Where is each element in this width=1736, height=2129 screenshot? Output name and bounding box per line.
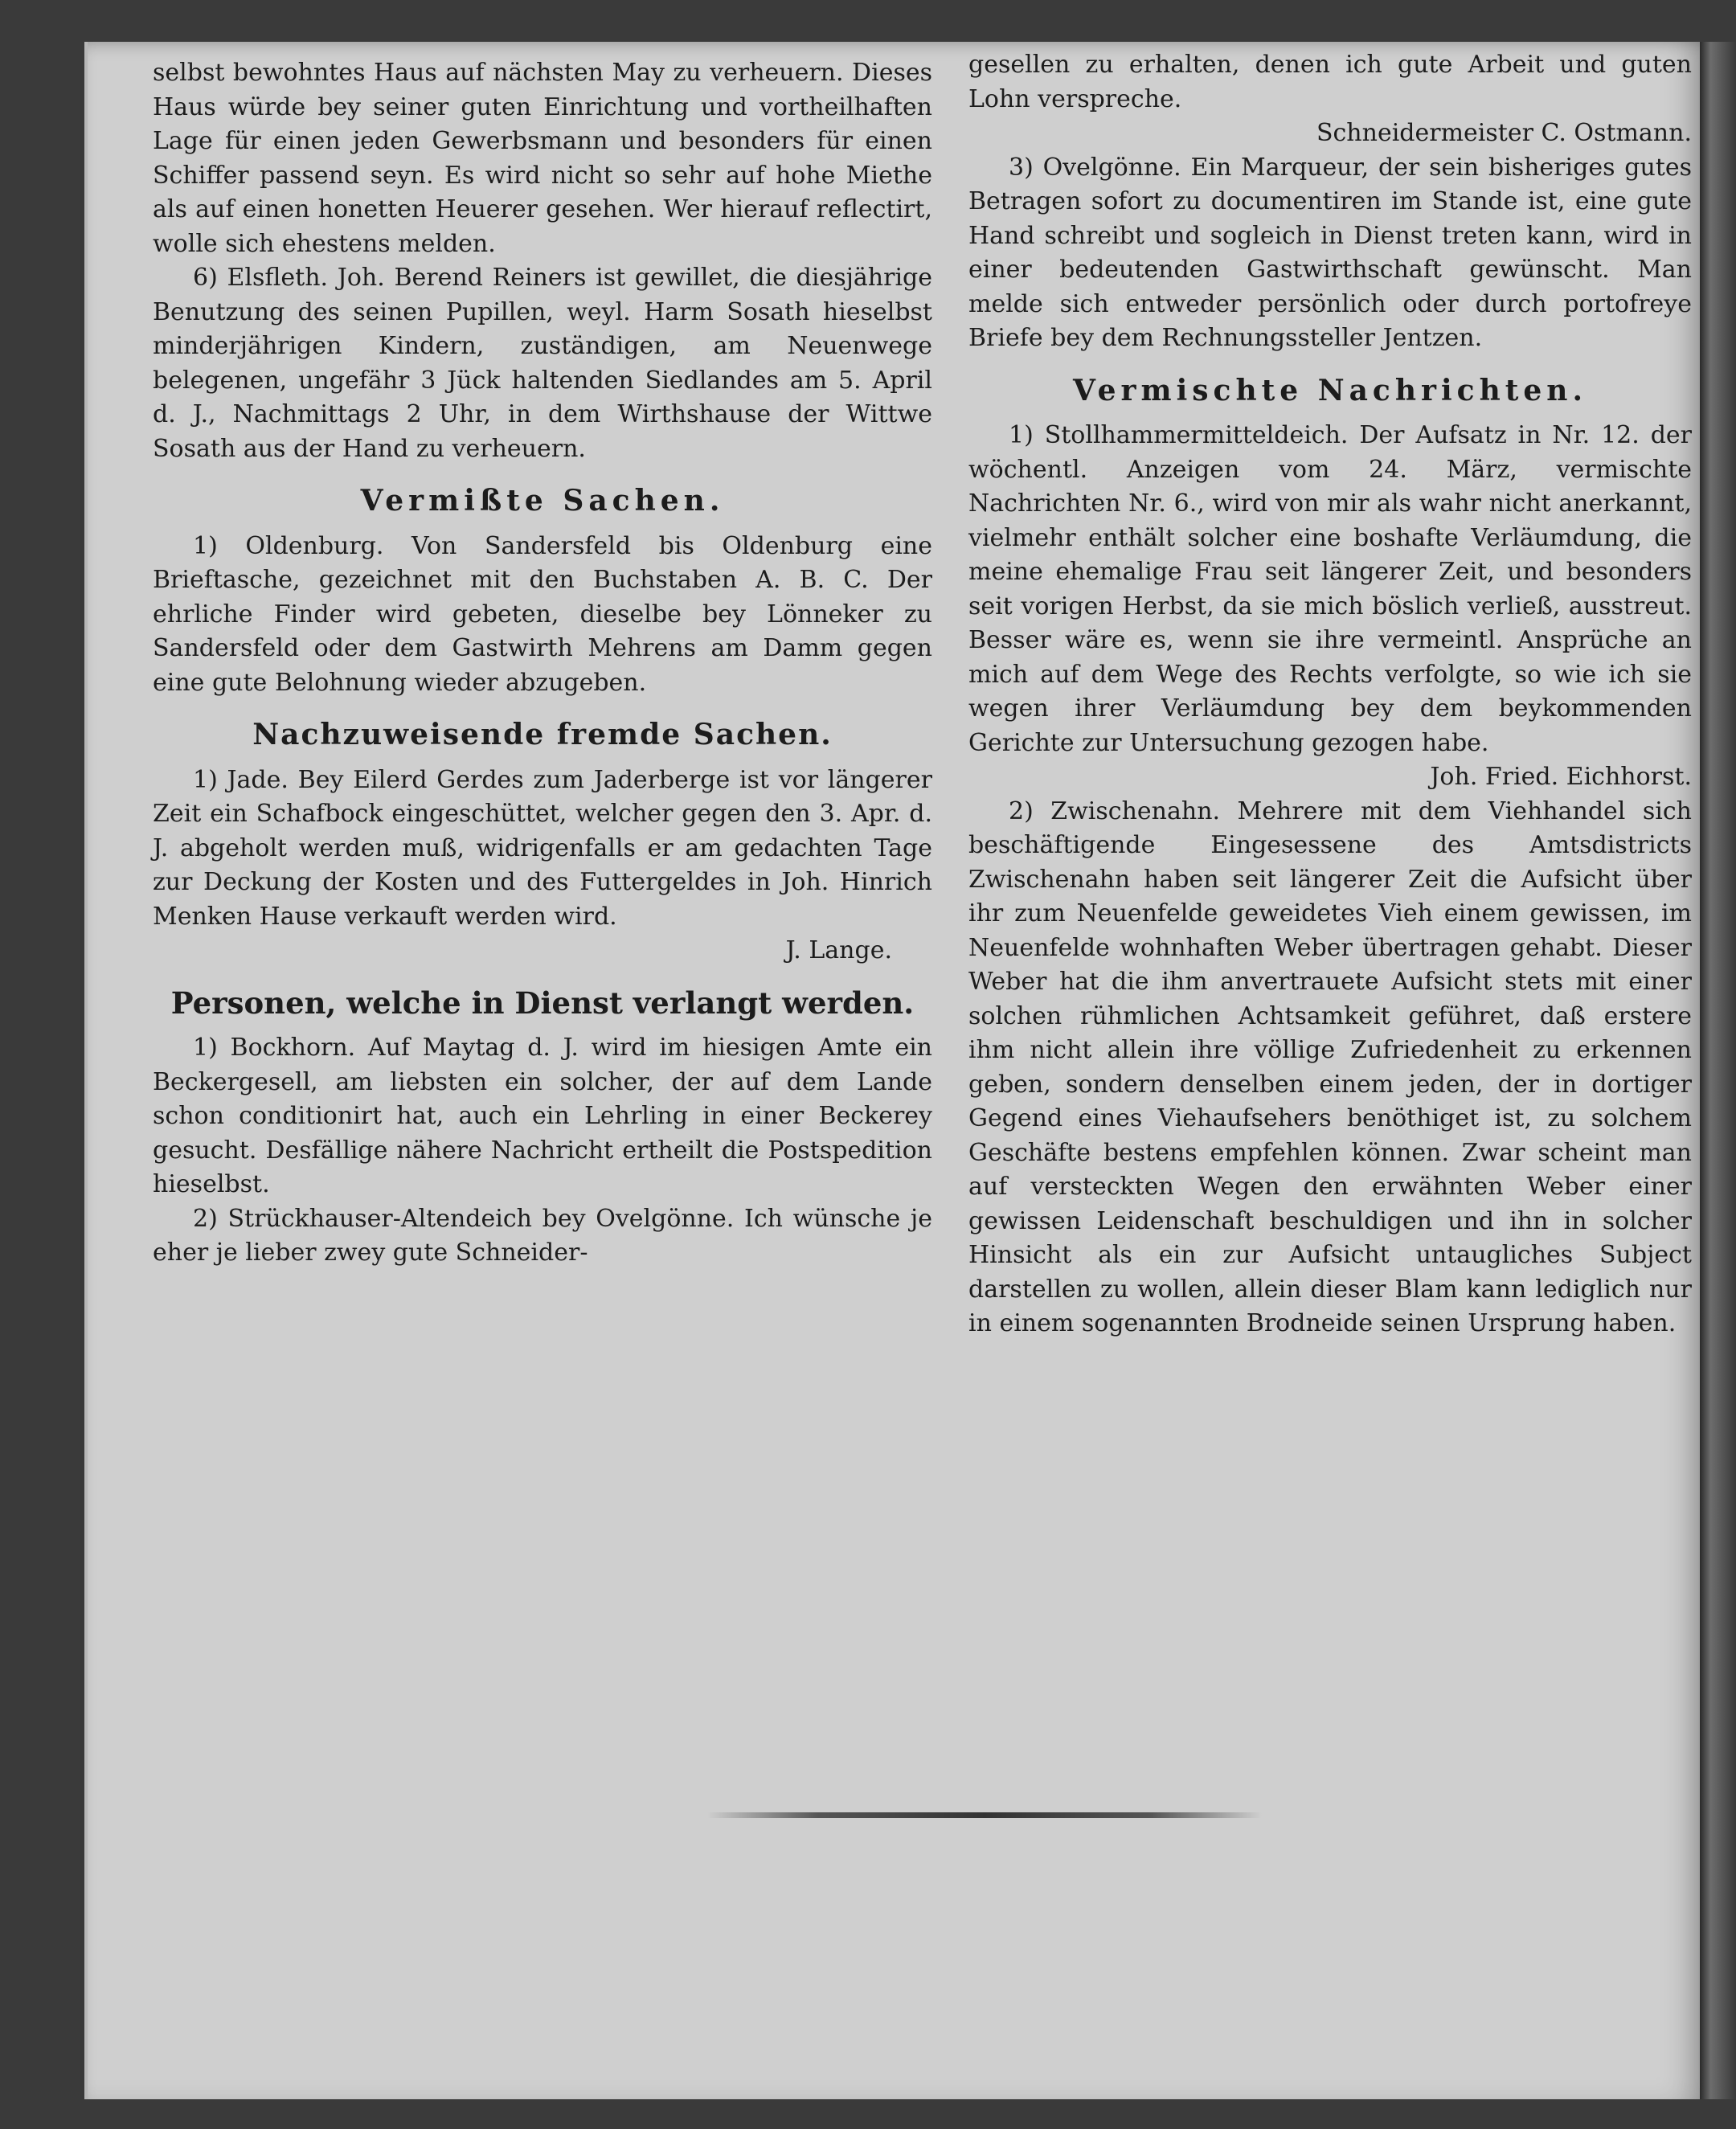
section-heading-vermisste-sachen: Vermißte Sachen. (360, 484, 725, 518)
signature-ostmann: Schneidermeister C. Ostmann. (1316, 119, 1692, 147)
notice-oldenburg: 1) Oldenburg. Von Sandersfeld bis Oldenburg eine Brieftasche, gezeichnet mit den Buchstaben A. B. C. Der ehrliche Finder wird gebeten, dieselbe bey Lönneker zu Sandersfeld oder dem Gastwirth Mehrens am Damm gegen eine gute Belohnung wieder abzugeben. (153, 531, 932, 697)
notice-jade: 1) Jade. Bey Eilerd Gerdes zum Jaderberge ist vor längerer Zeit ein Schafbock eingeschüttet, welcher gegen den 3. Apr. d. J. abgeholt werden muß, widrigenfalls er am gedachten Tage zur Deckung der Kosten und des Futtergeldes in Joh. Hinrich Menken Hause verkauft werden wird. (153, 765, 932, 931)
right-column (968, 48, 1692, 1341)
book-gutter (1700, 42, 1736, 2099)
section-heading-personen-dienst: Personen, welche in Dienst verlangt werden. (170, 985, 915, 1021)
notice-stollhammermitteldeich: 1) Stollhammermitteldeich. Der Aufsatz in Nr. 12. der wöchentl. Anzeigen vom 24. März, vermischte Nachrichten Nr. 6., wird von mir als wahr nicht anerkannt, vielmehr enthält solcher eine boshafte Verläumdung, die meine ehemalige Frau seit längerer Zeit, und besonders seit vorigen Herbst, da sie mich böslich verließ, ausstreut. Besser wäre es, wenn sie ihre vermeintl. Ansprüche an mich auf dem Wege des Rechts verfolgte, so wie ich sie wegen ihrer Verläumdung bey dem beykommenden Gerichte zur Untersuchung gezogen habe. (968, 421, 1692, 757)
section-heading-nachzuweisende-sachen: Nachzuweisende fremde Sachen. (252, 718, 833, 751)
signature-lange: J. Lange. (785, 936, 892, 964)
notice-ovelgoenne: 3) Ovelgönne. Ein Marqueur, der sein bisheriges gutes Betragen sofort zu documentiren im Stande ist, eine gute Hand schreibt und sogleich in Dienst treten kann, wird in einer bedeutenden Gastwirthschaft gewünscht. Man melde sich entweder persönlich oder durch portofreye Briefe bey dem Rechnungssteller Jentzen. (968, 153, 1692, 352)
end-rule-divider (707, 1812, 1262, 1818)
paragraph-continued-left: selbst bewohntes Haus auf nächsten May zu verheuern. Dieses Haus würde bey seiner guten Einrichtung und vortheilhaften Lage für einen jeden Gewerbsmann und besonders für einen Schiffer passend seyn. Es wird nicht so sehr auf hohe Miethe als auf einen honetten Heuerer gesehen. Wer hierauf reflectirt, wolle sich ehestens melden. (153, 59, 932, 258)
signature-eichhorst: Joh. Fried. Eichhorst. (1430, 763, 1692, 791)
notice-bockhorn: 1) Bockhorn. Auf Maytag d. J. wird im hiesigen Amte ein Beckergesell, am liebsten ein solcher, der auf dem Lande schon conditionirt hat, auch ein Lehrling in einer Beckerey gesucht. Desfällige nähere Nachricht ertheilt die Postspedition hieselbst. (153, 1034, 932, 1198)
notice-zwischenahn: 2) Zwischenahn. Mehrere mit dem Viehhandel sich beschäftigende Eingesessene des Amtsdistricts Zwischenahn haben seit längerer Zeit die Aufsicht über ihr zum Neuenfelde geweidetes Vieh einem gewissen, im Neuenfelde wohnhaften Weber übertragen gehabt. Dieser Weber hat die ihm anvertrauete Aufsicht stets mit einer solchen rühmlichen Achtsamkeit geführet, daß erstere ihm nicht allein ihre völlige Zufriedenheit zu erkennen geben, sondern denselben einem jeden, der in dortiger Gegend eines Viehaufsehers benöthiget ist, zu solchem Geschäfte bestens empfehlen können. Zwar scheint man auf versteckten Wegen den erwähnten Weber einer gewissen Leidenschaft beschuldigen und ihn in solcher Hinsicht als ein zur Aufsicht untaugliches Subject darstellen zu wollen, allein dieser Blam kann lediglich nur in einem sogenannten Brodneide seinen Ursprung haben. (968, 796, 1692, 1337)
notice-elsfleth: 6) Elsfleth. Joh. Berend Reiners ist gewillet, die diesjährige Benutzung des seinen Pupillen, weyl. Harm Sosath hieselbst minderjährigen Kindern, zuständigen, am Neuenwege belegenen, ungefähr 3 Jück haltenden Siedlandes am 5. April d. J., Nachmittags 2 Uhr, in dem Wirthshause der Wittwe Sosath aus der Hand zu verheuern. (153, 264, 932, 463)
paragraph-continued-right: gesellen zu erhalten, denen ich gute Arbeit und guten Lohn verspreche. (968, 51, 1692, 113)
notice-struckhauser: 2) Strückhauser-Altendeich bey Ovelgönne. Ich wünsche je eher je lieber zwey gute Schneider- (153, 1204, 932, 1267)
section-heading-vermischte-nachrichten: Vermischte Nachrichten. (1073, 373, 1587, 407)
left-column (153, 56, 932, 1271)
